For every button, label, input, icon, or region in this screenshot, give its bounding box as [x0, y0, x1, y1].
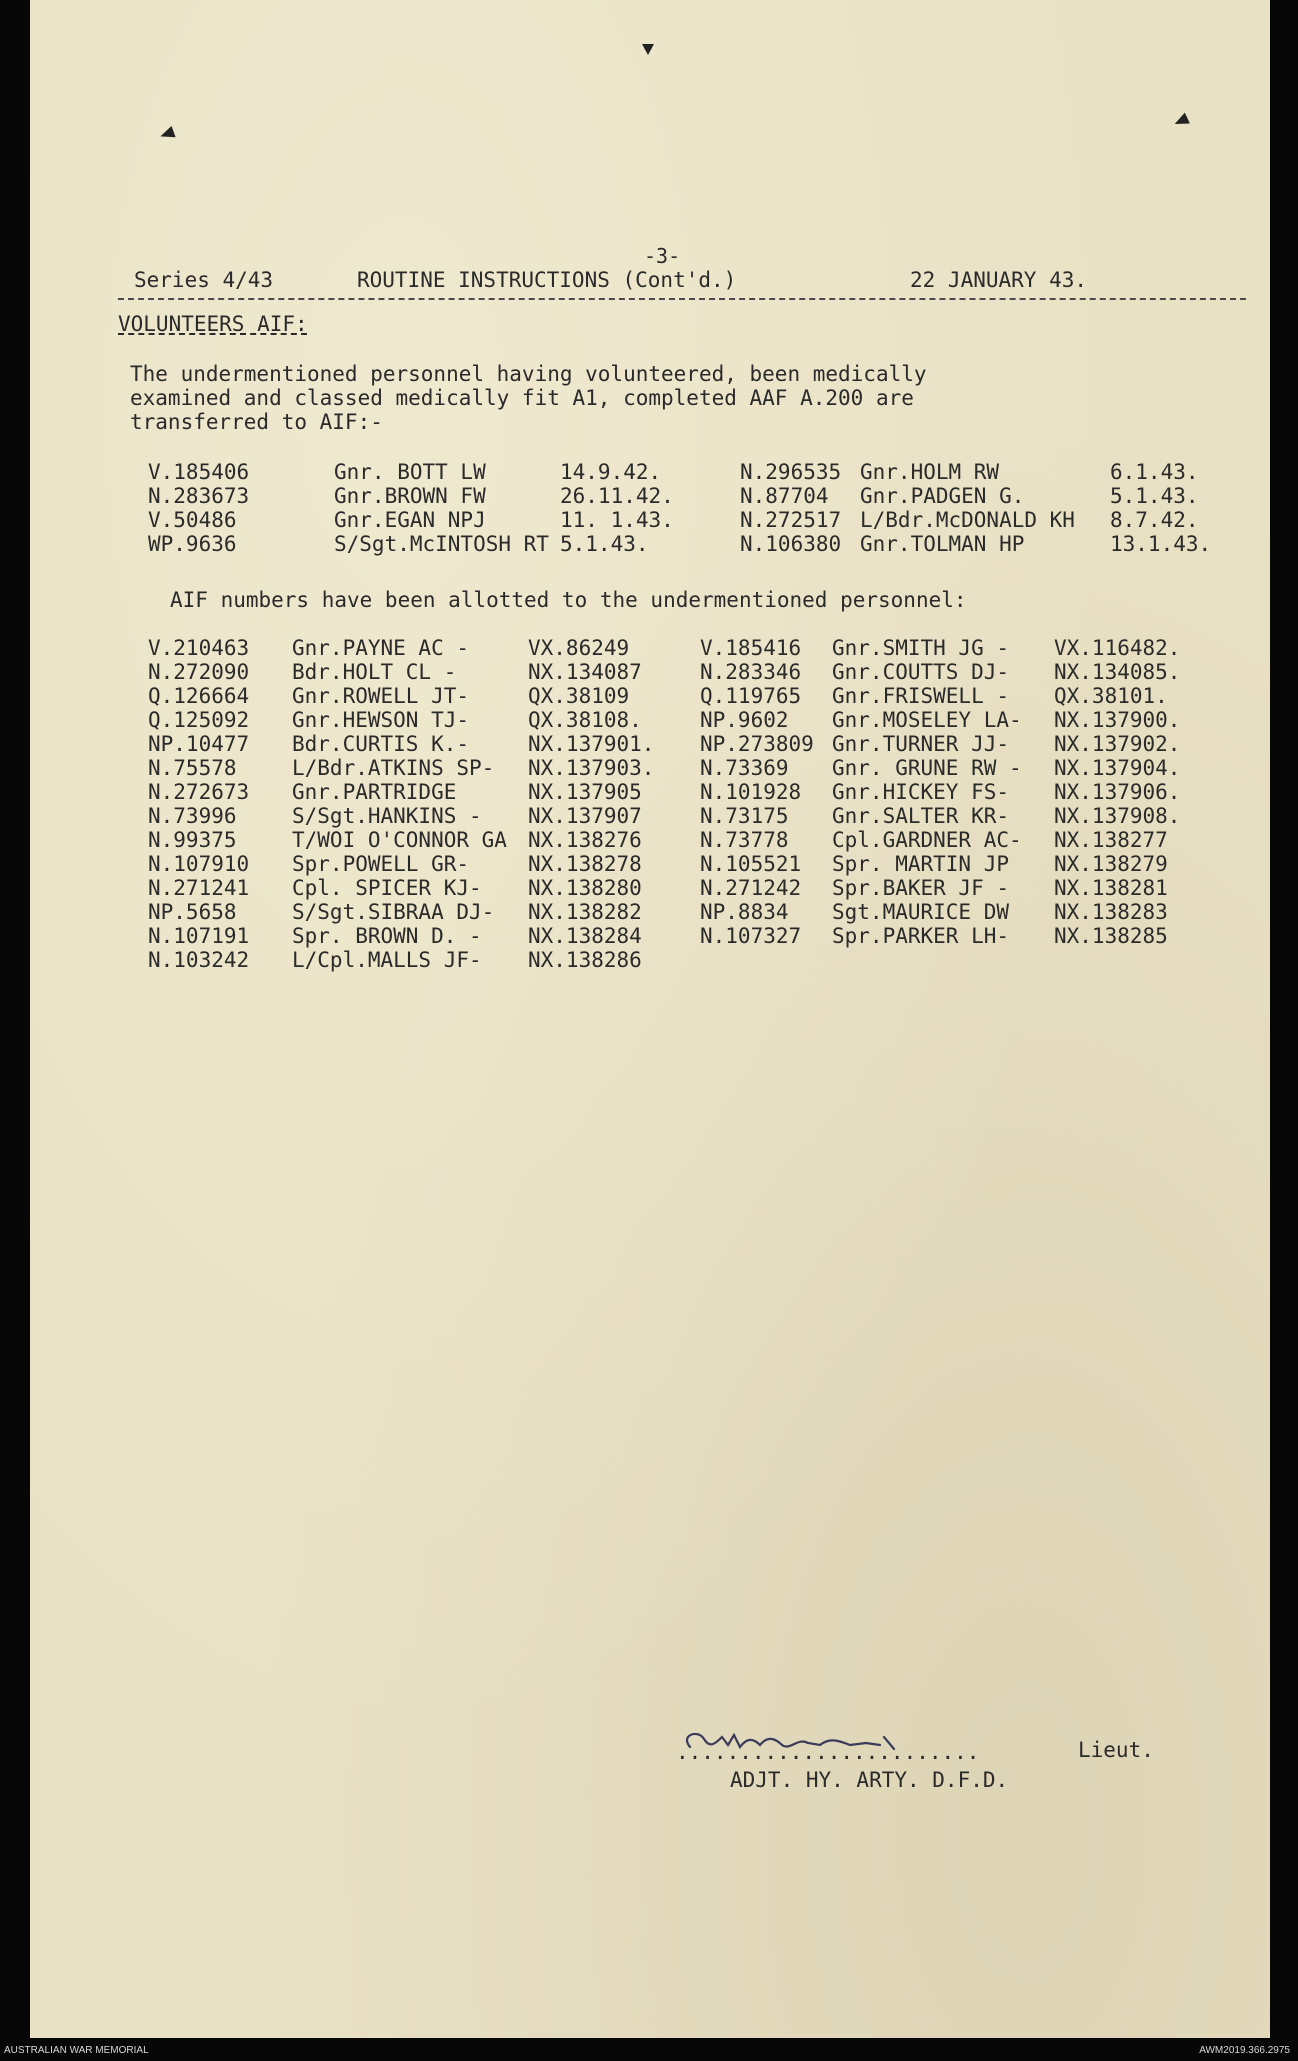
allotment-number: Q.126664: [148, 684, 250, 708]
allotment-aif-number: NX.138286: [528, 948, 642, 972]
allotment-name: L/Cpl.MALLS JF-: [292, 948, 482, 972]
allotment-aif-number: NX.138277: [1054, 828, 1168, 852]
allotment-number: N.73175: [700, 804, 789, 828]
allotment-aif-number: VX.116482.: [1054, 636, 1181, 660]
allotment-aif-number: NX.138281: [1054, 876, 1168, 900]
volunteer-name: S/Sgt.McINTOSH RT: [334, 532, 549, 556]
allotment-aif-number: NX.138279: [1054, 852, 1168, 876]
volunteer-date: 13.1.43.: [1110, 532, 1212, 556]
volunteer-date: 8.7.42.: [1110, 508, 1199, 532]
header-divider: [118, 298, 1246, 300]
allotment-aif-number: QX.38101.: [1054, 684, 1168, 708]
allotment-name: Spr. MARTIN JP: [832, 852, 1010, 876]
allotment-aif-number: NX.138285: [1054, 924, 1168, 948]
volunteer-date: 6.1.43.: [1110, 460, 1199, 484]
volunteer-date: 26.11.42.: [560, 484, 674, 508]
allotment-aif-number: NX.137906.: [1054, 780, 1181, 804]
intro-line-1: The undermentioned personnel having volunteered, been medically: [130, 362, 927, 386]
allotment-name: Gnr.PAYNE AC -: [292, 636, 470, 660]
document-title: ROUTINE INSTRUCTIONS (Cont'd.): [357, 268, 737, 292]
allotment-aif-number: NX.138284: [528, 924, 642, 948]
volunteer-name: Gnr.PADGEN G.: [860, 484, 1025, 508]
allotment-aif-number: NX.138276: [528, 828, 642, 852]
allotment-aif-number: NX.134087: [528, 660, 642, 684]
document-date: 22 JANUARY 43.: [910, 268, 1088, 292]
allotment-name: L/Bdr.ATKINS SP-: [292, 756, 495, 780]
allotment-aif-number: NX.137903.: [528, 756, 655, 780]
volunteer-name: Gnr.HOLM RW: [860, 460, 1000, 484]
allotment-aif-number: NX.137905: [528, 780, 642, 804]
page-number: -3-: [644, 244, 681, 268]
allotment-aif-number: NX.137904.: [1054, 756, 1181, 780]
allotment-aif-number: NX.137907: [528, 804, 642, 828]
allotment-number: N.271242: [700, 876, 802, 900]
footer-accession: AWM2019.366.2975: [1199, 2045, 1290, 2056]
allotment-number: N.101928: [700, 780, 802, 804]
volunteer-name: Gnr. BOTT LW: [334, 460, 486, 484]
allotment-number: N.107910: [148, 852, 250, 876]
allotment-name: Bdr.HOLT CL -: [292, 660, 457, 684]
allotment-name: Cpl.GARDNER AC-: [832, 828, 1022, 852]
punch-mark-right: [1172, 113, 1190, 130]
allotment-number: Q.125092: [148, 708, 250, 732]
signature-appointment: ADJT. HY. ARTY. D.F.D.: [730, 1768, 1009, 1792]
allotment-number: N.272673: [148, 780, 250, 804]
allotment-aif-number: QX.38109: [528, 684, 630, 708]
allotment-aif-number: NX.137902.: [1054, 732, 1181, 756]
allotment-number: N.75578: [148, 756, 237, 780]
allotment-name: Sgt.MAURICE DW: [832, 900, 1010, 924]
signature-rank: Lieut.: [1078, 1738, 1154, 1762]
intro-line-3: transferred to AIF:-: [130, 410, 383, 434]
allotment-number: N.271241: [148, 876, 250, 900]
allotment-name: Spr.BAKER JF -: [832, 876, 1010, 900]
volunteer-name: Gnr.TOLMAN HP: [860, 532, 1025, 556]
allotment-number: NP.9602: [700, 708, 789, 732]
volunteer-number: N.106380: [740, 532, 842, 556]
allotment-number: N.103242: [148, 948, 250, 972]
volunteer-date: 5.1.43.: [1110, 484, 1199, 508]
signature-dots: ........................: [676, 1740, 980, 1764]
allotment-name: Bdr.CURTIS K.-: [292, 732, 470, 756]
allotment-number: NP.10477: [148, 732, 250, 756]
volunteer-name: Gnr.BROWN FW: [334, 484, 486, 508]
allotment-aif-number: NX.138282: [528, 900, 642, 924]
volunteer-date: 14.9.42.: [560, 460, 662, 484]
section-heading: VOLUNTEERS AIF:: [118, 312, 308, 336]
allotment-number: N.283346: [700, 660, 802, 684]
allotment-number: Q.119765: [700, 684, 802, 708]
allotment-name: T/WOI O'CONNOR GA: [292, 828, 507, 852]
allotment-number: N.73778: [700, 828, 789, 852]
allotment-number: N.107327: [700, 924, 802, 948]
series-label: Series 4/43: [134, 268, 274, 292]
allotment-name: Cpl. SPICER KJ-: [292, 876, 482, 900]
volunteer-number: N.283673: [148, 484, 250, 508]
intro-line-2: examined and classed medically fit A1, completed AAF A.200 are: [130, 386, 914, 410]
allotment-aif-number: NX.138278: [528, 852, 642, 876]
punch-mark-left: [158, 126, 175, 142]
allotment-name: Gnr.HICKEY FS-: [832, 780, 1010, 804]
allotment-aif-number: NX.134085.: [1054, 660, 1181, 684]
allotment-name: Gnr.PARTRIDGE: [292, 780, 457, 804]
allotment-aif-number: NX.137900.: [1054, 708, 1181, 732]
volunteer-date: 11. 1.43.: [560, 508, 674, 532]
archive-footer: [0, 2043, 1298, 2061]
allotment-aif-number: NX.137901.: [528, 732, 655, 756]
allotment-name: S/Sgt.SIBRAA DJ-: [292, 900, 495, 924]
allotment-number: N.272090: [148, 660, 250, 684]
allotment-number: NP.8834: [700, 900, 789, 924]
allotment-name: Gnr.ROWELL JT-: [292, 684, 470, 708]
allotment-name: Gnr.COUTTS DJ-: [832, 660, 1010, 684]
allotment-number: N.99375: [148, 828, 237, 852]
allotment-number: N.105521: [700, 852, 802, 876]
volunteer-number: N.296535: [740, 460, 842, 484]
allotment-name: Gnr.HEWSON TJ-: [292, 708, 470, 732]
allotment-aif-number: VX.86249: [528, 636, 630, 660]
allotment-name: Spr. BROWN D. -: [292, 924, 482, 948]
allotment-name: Spr.POWELL GR-: [292, 852, 470, 876]
allotment-number: V.210463: [148, 636, 250, 660]
allotment-name: Gnr.MOSELEY LA-: [832, 708, 1022, 732]
allotment-aif-number: QX.38108.: [528, 708, 642, 732]
allotment-name: Spr.PARKER LH-: [832, 924, 1010, 948]
allotment-number: NP.5658: [148, 900, 237, 924]
allotment-number: N.73369: [700, 756, 789, 780]
allotment-name: S/Sgt.HANKINS -: [292, 804, 482, 828]
allotment-name: Gnr.SALTER KR-: [832, 804, 1010, 828]
allotment-name: Gnr.SMITH JG -: [832, 636, 1010, 660]
allotment-number: V.185416: [700, 636, 802, 660]
allotment-name: Gnr. GRUNE RW -: [832, 756, 1022, 780]
allotment-number: N.73996: [148, 804, 237, 828]
volunteer-date: 5.1.43.: [560, 532, 649, 556]
volunteer-number: V.185406: [148, 460, 250, 484]
volunteer-number: N.87704: [740, 484, 829, 508]
document-page: [30, 0, 1270, 2038]
allotment-number: N.107191: [148, 924, 250, 948]
volunteer-name: Gnr.EGAN NPJ: [334, 508, 486, 532]
volunteer-name: L/Bdr.McDONALD KH: [860, 508, 1075, 532]
allotment-aif-number: NX.138283: [1054, 900, 1168, 924]
volunteer-number: N.272517: [740, 508, 842, 532]
punch-mark-top: [642, 44, 654, 55]
allotment-aif-number: NX.138280: [528, 876, 642, 900]
allotment-number: NP.273809: [700, 732, 814, 756]
volunteer-number: V.50486: [148, 508, 237, 532]
allotment-name: Gnr.TURNER JJ-: [832, 732, 1010, 756]
volunteer-number: WP.9636: [148, 532, 237, 556]
allotment-aif-number: NX.137908.: [1054, 804, 1181, 828]
allotment-name: Gnr.FRISWELL -: [832, 684, 1010, 708]
footer-institution: AUSTRALIAN WAR MEMORIAL: [4, 2045, 149, 2056]
allotted-intro: AIF numbers have been allotted to the undermentioned personnel:: [170, 588, 967, 612]
